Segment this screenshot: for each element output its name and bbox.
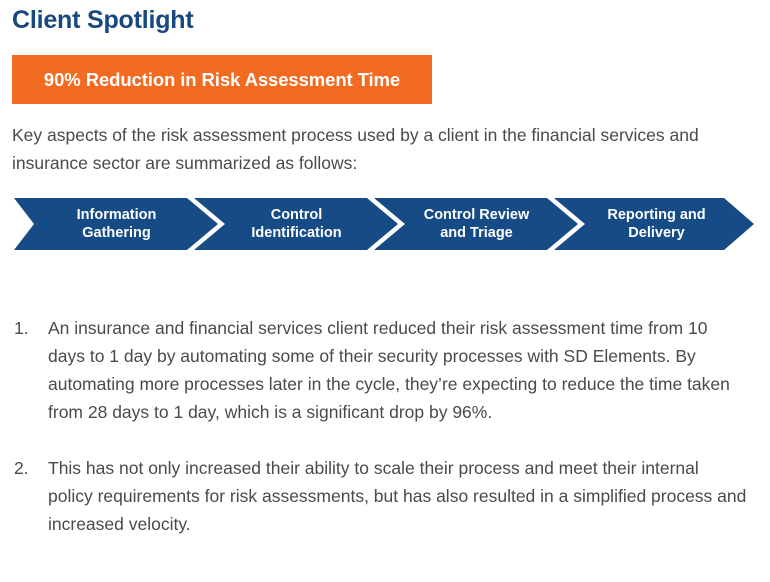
list-item-number: 2. — [14, 458, 29, 478]
page-title: Client Spotlight — [12, 6, 194, 34]
intro-paragraph: Key aspects of the risk assessment process used by a client in the financial services and insurance sector are summarized as follows: — [12, 125, 699, 173]
step-label-control-review: Control Review and Triage — [423, 207, 530, 241]
highlight-banner — [12, 55, 432, 104]
spotlight-list — [0, 314, 760, 538]
list-item-text: An insurance and financial services client reduced their risk assessment time from 10 days to 1 day by automating some of their security processes with SD Elements. By automating more processes later in the cycle, they’re expecting to reduce the time taken from 28 days to 1 day, which is a significant drop by 96%. — [48, 318, 730, 422]
step-label-reporting-delivery: Reporting and Delivery — [607, 207, 706, 241]
banner-text: 90% Reduction in Risk Assessment Time — [43, 68, 401, 90]
process-flow — [14, 198, 754, 250]
step-label-control-identification: Control Identification — [251, 207, 342, 241]
list-item-text: This has not only increased their ability to scale their process and meet their internal policy requirements for risk assessments, but has also resulted in a simplified process and increased velocity. — [48, 458, 747, 534]
step-label-information-gathering: Information Gathering — [76, 207, 157, 241]
list-item-number: 1. — [14, 318, 29, 338]
list-item — [0, 454, 748, 538]
list-item — [0, 314, 748, 426]
